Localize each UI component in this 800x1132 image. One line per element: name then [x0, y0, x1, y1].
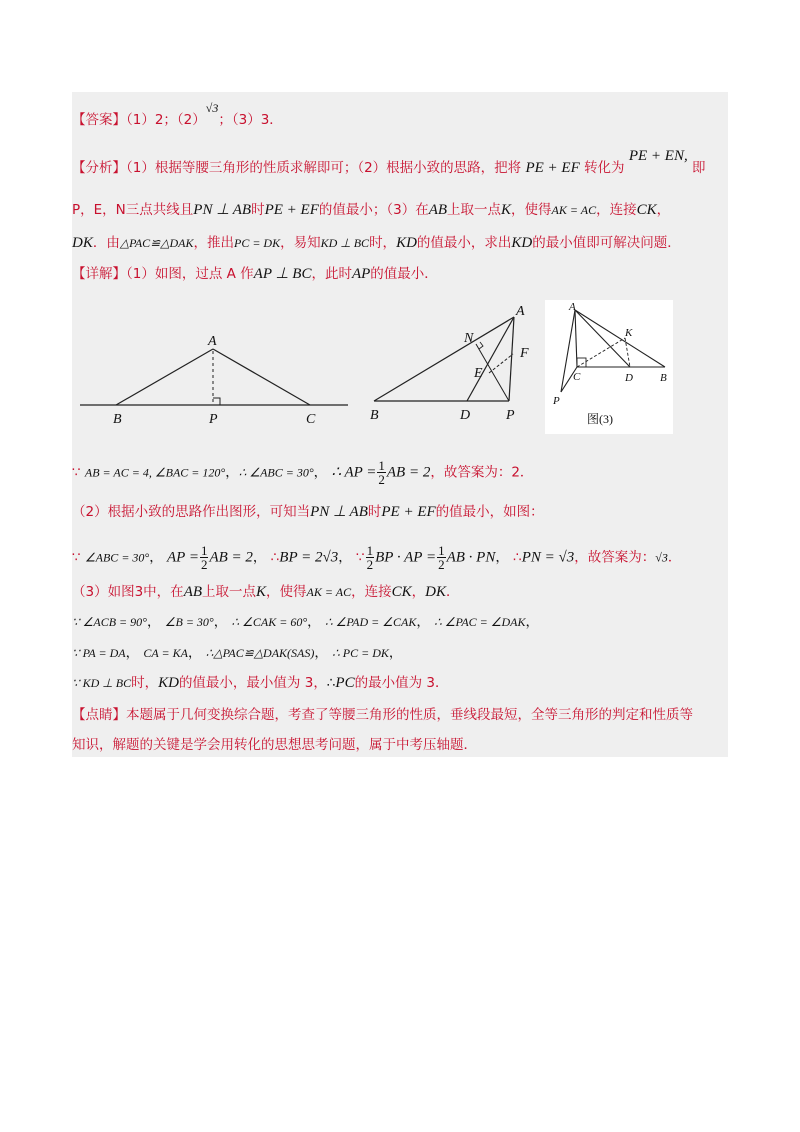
fig2-label-e: E	[474, 366, 483, 381]
fig2-label-f: F	[520, 346, 529, 361]
analysis-line-3: DK．由△PAC≌△DAK，推出PC = DK，易知KD ⊥ BC时，KD的值最小，求出KD的最小值即可解决问题．	[72, 235, 681, 251]
comment-line-2: 知识，解题的关键是学会用转化的思想思考问题，属于中考压轴题．	[72, 737, 477, 753]
step-7-line: ∵ KD ⊥ BC时，KD的值最小，最小值为 3，∴PC的最小值为 3．	[72, 675, 449, 691]
detail-line-1: 【详解】（1）如图，过点 A 作AP ⊥ BC，此时AP的值最小．	[72, 266, 438, 282]
fig3-label-p: P	[553, 395, 560, 407]
step-6-line: ∵ PA = DA， CA = KA， ∴△PAC≌△DAK(SAS)， ∴ PC = DK，	[72, 645, 403, 661]
solution-panel	[72, 92, 728, 757]
fig1-label-p: P	[209, 412, 218, 427]
fig2-label-b: B	[370, 408, 379, 423]
answer-tag: 【答案】	[72, 112, 126, 128]
fig2-label-a: A	[516, 304, 525, 319]
comment-line-1: 【点睛】本题属于几何变换综合题，考查了等腰三角形的性质，垂线段最短，全等三角形的判定和性质等	[72, 707, 693, 723]
detail-tag: 【详解】	[72, 266, 126, 282]
fig1-label-a: A	[208, 334, 217, 349]
fig2-label-d: D	[460, 408, 471, 423]
step-5-line: ∵ ∠ACB = 90°， ∠B = 30°， ∴ ∠CAK = 60°， ∴ ∠PAD = ∠CAK， ∴ ∠PAC = ∠DAK，	[72, 614, 540, 630]
fig3-label-a: A	[569, 301, 576, 313]
step-3-line: ∵ ∠ABC = 30°， AP = $\frac{1}{2}$ AB = 2， ∴BP = 2√3， ∵ $\frac{1}{2}$ BP · AP = $\frac{1}{2}$ AB · PN， ∴PN = √3，故答案为：√3．	[72, 543, 682, 572]
analysis-line-1: 【分析】（1）根据等腰三角形的性质求解即可；（2）根据小致的思路，把将 PE + EF 转化为 PE + EN, 即	[72, 148, 706, 176]
fig3-label-k: K	[625, 327, 633, 339]
fig3-label-d: D	[625, 372, 633, 384]
answer-line: 【答案】（1）2；（2）√3；（3）3．	[72, 101, 283, 128]
fig3-label-b: B	[660, 372, 667, 384]
fig2-label-n: N	[464, 331, 474, 346]
comment-tag: 【点睛】	[72, 707, 126, 723]
figure-3-right-triangle	[545, 300, 673, 434]
step-1-line: ∵ AB = AC = 4, ∠BAC = 120°，∴ ∠ABC = 30°， ∴ AP = $\frac{1}{2}$ AB = 2，故答案为：2．	[72, 458, 534, 487]
analysis-line-2: P，E，N三点共线且PN ⊥ AB时PE + EF的值最小；（3）在AB上取一点K，使得AK = AC，连接CK，	[72, 202, 671, 218]
fig1-label-b: B	[113, 412, 122, 427]
fig3-caption: 图(3)	[587, 412, 613, 426]
fig1-label-c: C	[306, 412, 316, 427]
step-4-line: （3）如图3中，在AB上取一点K，使得AK = AC，连接CK，DK．	[72, 584, 460, 600]
analysis-tag: 【分析】	[72, 160, 126, 176]
figure-1-isosceles-triangle	[78, 327, 360, 427]
figure-2-right-triangle	[364, 297, 544, 432]
step-2-line: （2）根据小致的思路作出图形，可知当PN ⊥ AB时PE + EF的值最小，如图：	[72, 504, 544, 520]
fig2-label-p: P	[506, 408, 515, 423]
fig3-label-c: C	[573, 371, 581, 383]
